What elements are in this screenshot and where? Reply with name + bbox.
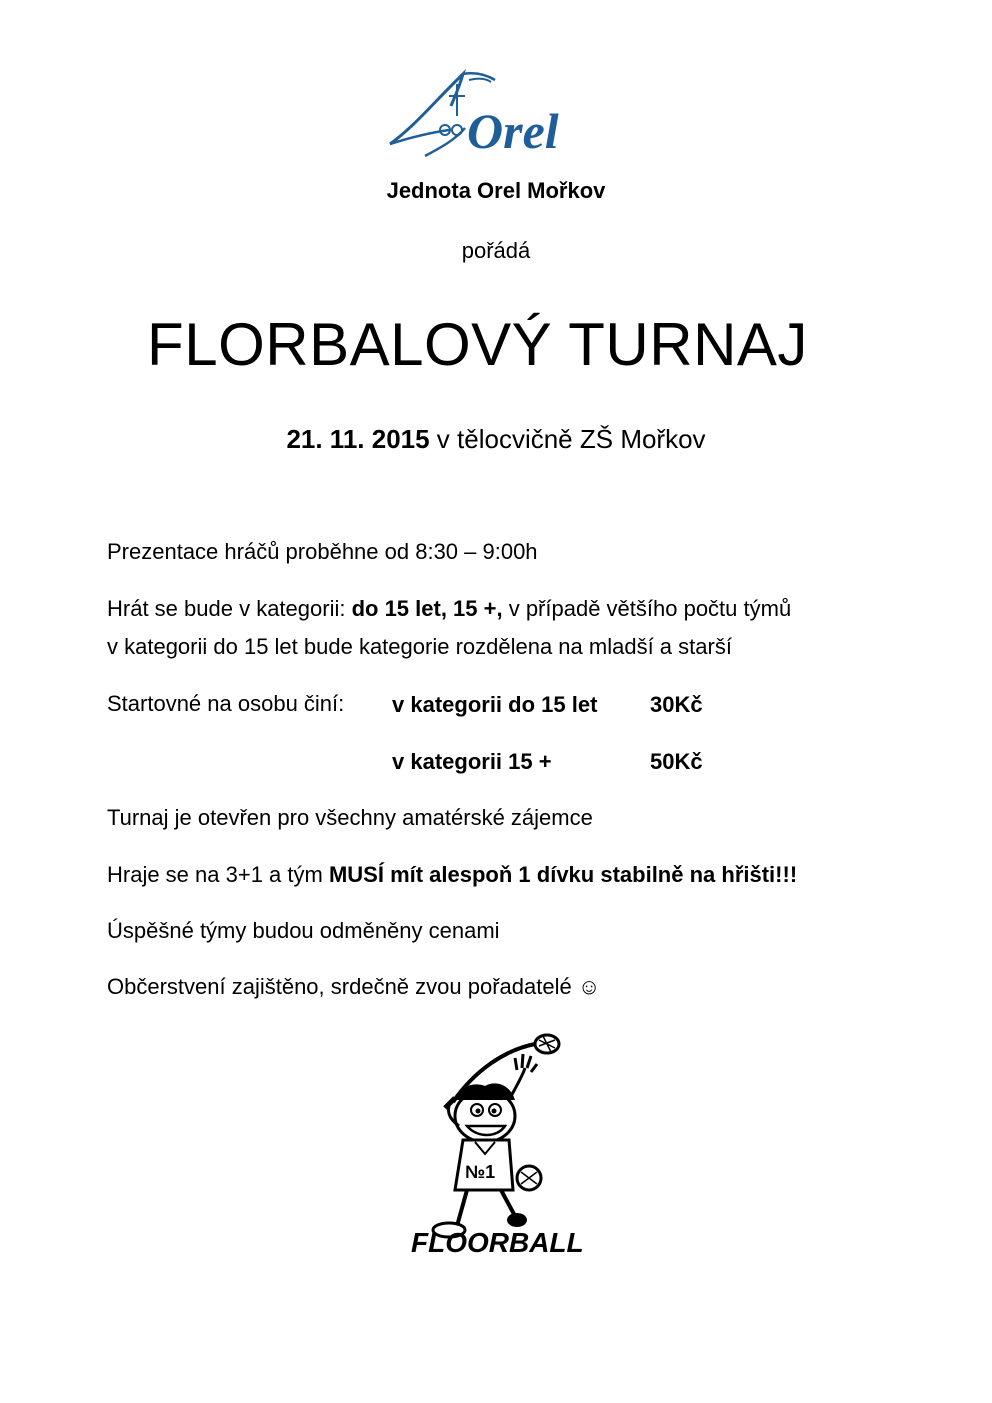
registration-text: Prezentace hráčů proběhne od 8:30 – 9:00h — [107, 539, 538, 564]
date-venue-line — [0, 424, 992, 455]
presents-text: pořádá — [461, 238, 531, 263]
fee-price-2: 50Kč — [650, 749, 703, 774]
rules-bold: MUSÍ mít alespoň 1 dívku stabilně na hřišti!!! — [328, 862, 798, 887]
event-date: 21. 11. 2015 — [286, 424, 430, 454]
categories-bold: do 15 let, 15 +, — [351, 596, 503, 621]
fee-price-1: 30Kč — [650, 692, 703, 717]
floorball-player-icon — [405, 1030, 590, 1260]
fee-category-1: v kategorii do 15 let — [392, 692, 598, 717]
categories-prefix: Hrát se bude v kategorii: — [107, 596, 352, 621]
orel-logo-text: Orel — [467, 103, 559, 159]
event-venue: v tělocvičně ZŠ Mořkov — [429, 424, 706, 454]
categories-paragraph — [107, 590, 791, 666]
rules-text — [107, 856, 797, 894]
categories-suffix: v případě většího počtu týmů — [502, 596, 792, 621]
page-title: FLORBALOVÝ TURNAJ — [147, 311, 808, 378]
fee-prefix: Startovné na osobu činí: — [107, 691, 345, 716]
categories-line-2: v kategorii do 15 let bude kategorie rozdělena na mladší a starší — [107, 634, 732, 659]
rules-prefix: Hraje se na 3+1 a tým — [107, 862, 329, 887]
prizes-text: Úspěšné týmy budou odměněny cenami — [107, 918, 500, 943]
fee-category-2: v kategorii 15 + — [392, 749, 552, 774]
mascot-jersey-number: №1 — [465, 1162, 496, 1182]
refreshments-text: Občerstvení zajištěno, srdečně zvou pořadatelé ☺ — [107, 974, 601, 999]
orel-logo-icon — [385, 66, 607, 162]
organizer-name: Jednota Orel Mořkov — [386, 178, 606, 203]
mascot-caption: FLOORBALL — [411, 1227, 584, 1258]
categories-line-1 — [107, 590, 791, 628]
open-to-text: Turnaj je otevřen pro všechny amatérské zájemce — [107, 805, 593, 830]
